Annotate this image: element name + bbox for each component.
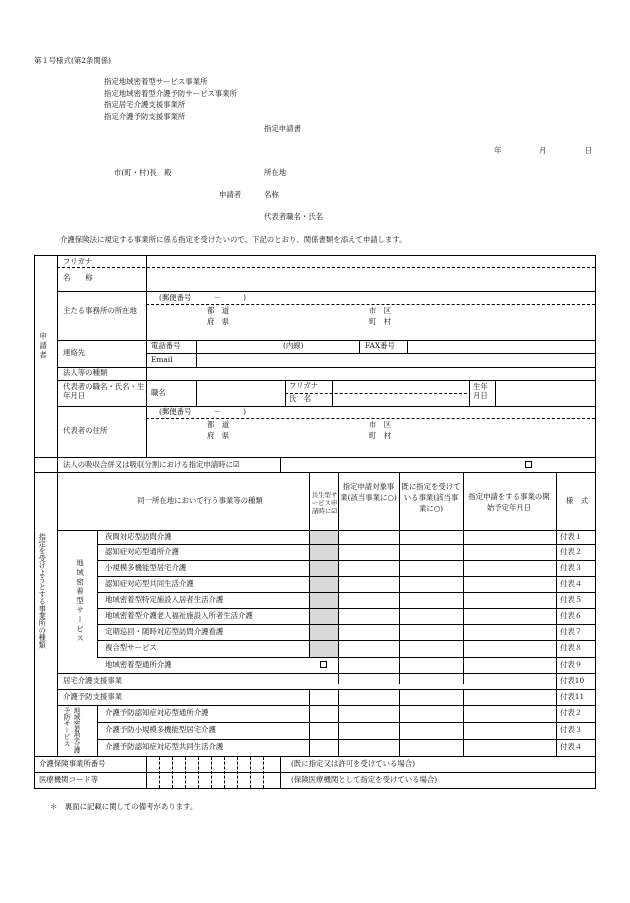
service-form: 付表９	[560, 660, 583, 669]
merger-label: 法人の吸収合併又は吸収分割における指定申請時に☑	[63, 460, 240, 469]
applicant-section	[34, 255, 596, 458]
fullname-label: 氏 名	[289, 394, 312, 403]
service-form: 付表６	[560, 611, 583, 620]
rep-city-label-1: 市 区	[369, 420, 392, 429]
rep-postal: (郵便番号 － )	[159, 407, 247, 416]
rep-pref-label-2: 府 県	[207, 431, 230, 440]
col-joint-service: 共生型サービス申請時に☑	[311, 491, 338, 515]
contact-label: 連絡先	[63, 348, 86, 357]
remark-note: ＊ 裏面に記載に関しての備考があります。	[50, 802, 198, 811]
prevention-support-label: 介護予防支援事業	[63, 692, 123, 701]
corporation-type-label: 法人等の種類	[63, 368, 108, 377]
fax-label: FAX番号	[365, 341, 395, 350]
pref-label-2: 府 県	[207, 317, 230, 326]
col-target-business: 指定申請対象事業(該当事業に○)	[340, 482, 397, 503]
service-row: 地域密着型介護老人福祉施設入所者生活介護	[105, 611, 253, 620]
rep-pref-label-1: 都 道	[207, 420, 230, 429]
service-form: 付表１	[560, 532, 583, 541]
city-label-1: 市 区	[369, 306, 392, 315]
pref-label-1: 都 道	[207, 306, 230, 315]
name-label: 名称	[264, 190, 279, 199]
service-row: 小規模多機能型居宅介護	[105, 563, 187, 572]
furigana-label-2: フリガナ	[289, 381, 319, 390]
insurance-number-label: 介護保険事業所番号	[39, 759, 106, 768]
merger-row	[34, 458, 596, 473]
insurance-number-note: (既に指定又は許可を受けている場合)	[291, 759, 416, 768]
col-existing-business: 既に指定を受けている事業(該当事業に○)	[401, 482, 461, 514]
service-row: 定期巡回・随時対応型訪問介護看護	[105, 627, 224, 636]
tel-label: 電話番号	[151, 341, 181, 350]
service-section-label: 指定を受けようとする事業所の種類	[38, 533, 48, 649]
service-form: 付表７	[560, 627, 583, 636]
medical-code-note: (保険医療機関として指定を受けている場合)	[291, 775, 438, 784]
service-row: 地域密着型通所介護	[105, 660, 172, 669]
service-row: 夜間対応型訪問介護	[105, 532, 172, 541]
extension-label: (内線)	[283, 341, 304, 350]
service-form: 付表４	[560, 579, 583, 588]
intro-text: 介護保険法に規定する事業所に係る指定を受けたいので、下記のとおり、関係書類を添えて申請します。	[60, 235, 407, 244]
col-service-type: 同一所在地において行う事業等の種類	[137, 496, 263, 505]
home-care-support-label: 居宅介護支援事業	[63, 676, 123, 685]
service-row: 地域密着型特定施設入居者生活介護	[105, 595, 224, 604]
rep-city-label-2: 町 村	[369, 431, 392, 440]
col-start-date: 指定申請をする事業の開始予定年月日	[468, 492, 550, 513]
recipient-4: 指定介護予防支援事業所	[104, 112, 186, 121]
representative-label: 代表者職名・氏名	[264, 212, 324, 221]
service-form: 付表８	[560, 643, 583, 652]
community-service-label: 地域密着型サービス	[75, 559, 85, 644]
code-section	[34, 757, 596, 789]
prevention-form: 付表３	[560, 725, 583, 734]
service-form: 付表２	[560, 547, 583, 556]
service-row: 複合型サービス	[105, 643, 157, 652]
service-row: 認知症対応型通所介護	[105, 547, 179, 556]
prevention-form: 付表４	[560, 742, 583, 751]
merger-checkbox[interactable]	[525, 461, 532, 468]
city-label-2: 町 村	[369, 317, 392, 326]
prevention-community-label: 地域密着型介護予防サービス	[62, 707, 80, 754]
prevention-row: 介護予防認知症対応型共同生活介護	[105, 742, 224, 751]
joint-service-checkbox[interactable]	[320, 661, 327, 668]
service-form: 付表５	[560, 595, 583, 604]
recipient-1: 指定地域密着型サービス事業所	[104, 77, 208, 86]
date-year: 年	[494, 146, 502, 155]
name-label: 名 称	[63, 273, 93, 282]
service-type-section	[34, 473, 596, 757]
service-form: 付表３	[560, 563, 583, 572]
applicant-label: 申請者	[219, 190, 242, 199]
col-form: 様 式	[565, 496, 589, 505]
office-address-label: 主たる事務所の所在地	[63, 306, 137, 315]
recipient-2: 指定地域密着型介護予防サービス事業所	[104, 89, 238, 98]
furigana-label: フリガナ	[63, 257, 93, 266]
home-care-support-form: 付表10	[560, 676, 585, 685]
representative-info-label: 代表者の職名・氏名・生年月日	[63, 382, 145, 400]
email-label: Email	[151, 355, 173, 364]
addressee: 市(町・村)長 殿	[114, 168, 172, 177]
office-postal: (郵便番号 － )	[159, 293, 247, 302]
date-month: 月	[539, 146, 547, 155]
prevention-row: 介護予防認知症対応型通所介護	[105, 708, 209, 717]
form-number: 第１号様式(第2条関係)	[34, 56, 111, 65]
prevention-form: 付表２	[560, 708, 583, 717]
document-title: 指定申請書	[264, 124, 301, 133]
job-title-label: 職名	[151, 388, 166, 397]
applicant-section-label: 申請者	[38, 332, 48, 361]
address-label: 所在地	[264, 168, 287, 177]
birthdate-label: 生年月日	[473, 382, 488, 400]
service-row: 認知症対応型共同生活介護	[105, 579, 194, 588]
prevention-support-form: 付表11	[560, 692, 585, 701]
representative-address-label: 代表者の住所	[63, 426, 108, 435]
date-day: 日	[585, 146, 593, 155]
prevention-row: 介護予防小規模多機能型居宅介護	[105, 725, 216, 734]
recipient-3: 指定居宅介護支援事業所	[104, 100, 186, 109]
medical-code-label: 医療機関コード等	[39, 775, 99, 784]
